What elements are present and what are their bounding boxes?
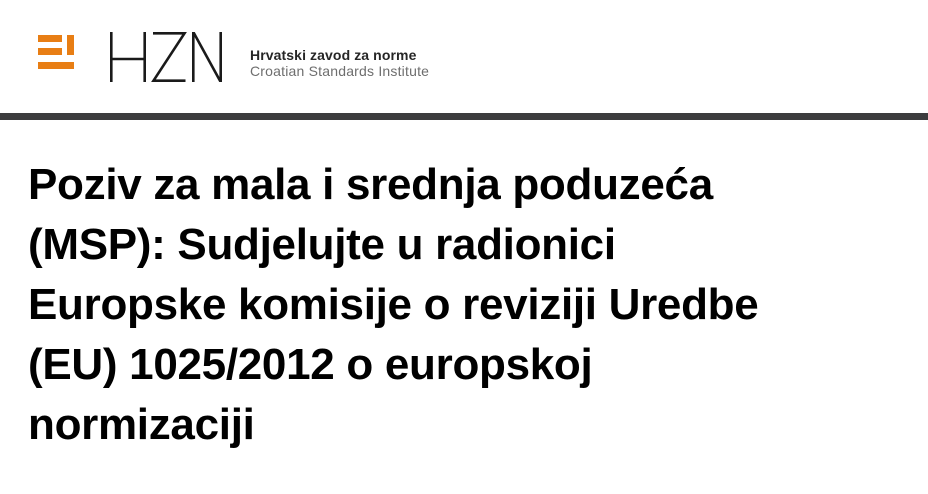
article-title-line: (EU) 1025/2012 o europskoj (28, 340, 593, 389)
header-divider (0, 113, 928, 120)
org-name-croatian: Hrvatski zavod za norme (250, 47, 417, 63)
logo-bar-top (38, 35, 62, 42)
article-main (0, 120, 928, 455)
logo-bar-bottom (38, 62, 74, 69)
hzn-logo-icon (38, 35, 74, 69)
hzn-logo-link[interactable] (0, 0, 928, 113)
article-title-line: (MSP): Sudjelujte u radionici (28, 220, 616, 269)
article-title-line: Europske komisije o reviziji Uredbe (28, 280, 759, 329)
logo-bar-middle (38, 48, 62, 55)
article-title (28, 155, 898, 455)
logo-bar-vertical (67, 35, 74, 55)
site-header (0, 0, 928, 113)
hzn-wordmark (110, 32, 222, 82)
org-name-english: Croatian Standards Institute (250, 63, 430, 79)
org-names (250, 47, 429, 79)
article-title-line: normizaciji (28, 400, 255, 449)
article-title-line: Poziv za mala i srednja poduzeća (28, 160, 713, 209)
